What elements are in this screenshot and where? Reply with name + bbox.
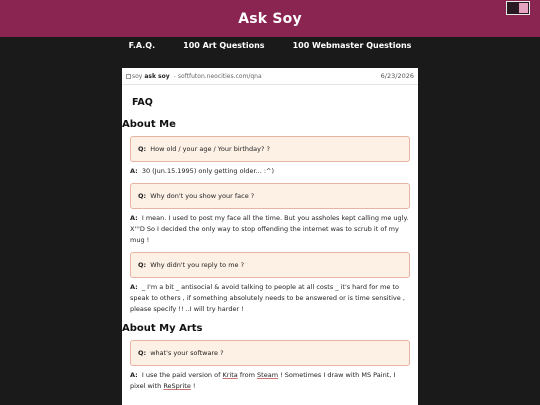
answer-text [130, 370, 410, 392]
question-box [130, 183, 410, 209]
question-text: Why don't you show your face ? [150, 192, 255, 200]
question-prefix: Q: [138, 145, 147, 153]
main-nav [0, 37, 540, 57]
nav-webmaster-questions[interactable]: 100 Webmaster Questions [292, 41, 412, 50]
question-box [130, 136, 410, 162]
post-date: 6/23/2026 [380, 72, 414, 80]
answer-prefix: A: [130, 167, 138, 175]
post-header [122, 68, 418, 85]
avatar [126, 73, 142, 80]
answer-prefix: A: [130, 214, 138, 222]
section-about-me: About Me [122, 119, 176, 130]
answer-text [130, 282, 410, 315]
answer-text [130, 213, 410, 246]
answer-part: I use the paid version of [141, 371, 221, 379]
answer-text [130, 166, 410, 177]
section-about-arts: About My Arts [122, 323, 203, 334]
question-text: Why didn't you reply to me ? [150, 261, 245, 269]
nav-faq[interactable]: F.A.Q. [128, 41, 156, 50]
question-box [130, 340, 410, 366]
answer-body: I mean. I used to post my face all the time. But you assholes kept calling me ugly. X'''D So I decided the only way to stop offending the internet was to scrub it of my mug ! [130, 214, 409, 244]
steam-link[interactable]: Steam [257, 371, 279, 379]
avatar-alt-text: soy [132, 72, 143, 80]
site-header [0, 0, 540, 37]
question-prefix: Q: [138, 192, 147, 200]
nav-art-questions[interactable]: 100 Art Questions [183, 41, 265, 50]
answer-part: ! Sometimes I draw with MS Paint, I pixel with [130, 371, 396, 390]
krita-link[interactable]: Krita [222, 371, 238, 379]
answer-body: _ I'm a bit _ antisocial & avoid talking to people at all costs _ it's hard for me to speak to others , if something absolutely needs to be answered or is time sensitive , please specify !! ..I will try harder ! [130, 283, 405, 313]
question-prefix: Q: [138, 349, 147, 357]
answer-prefix: A: [130, 371, 138, 379]
question-prefix: Q: [138, 261, 147, 269]
resprite-link[interactable]: ReSprite [163, 382, 191, 390]
theme-toggle[interactable] [506, 1, 530, 15]
answer-part: ! [192, 382, 196, 390]
answer-prefix: A: [130, 283, 138, 291]
post-card [122, 68, 418, 405]
question-box [130, 252, 410, 278]
question-text: what's your software ? [150, 349, 224, 357]
faq-heading: FAQ [132, 97, 153, 108]
question-text: How old / your age / Your birthday? ? [150, 145, 270, 153]
post-url[interactable]: softfuton.neocities.com/qna [177, 72, 262, 80]
header-separator: - [173, 72, 176, 80]
toggle-knob [519, 3, 528, 13]
post-username[interactable]: ask soy [144, 72, 170, 80]
answer-body: 30 (Jun.15.1995) only getting older... :^) [141, 167, 274, 175]
broken-image-icon [126, 74, 131, 79]
site-title: Ask Soy [238, 10, 302, 27]
answer-part: from [239, 371, 255, 379]
post-content [122, 97, 418, 392]
